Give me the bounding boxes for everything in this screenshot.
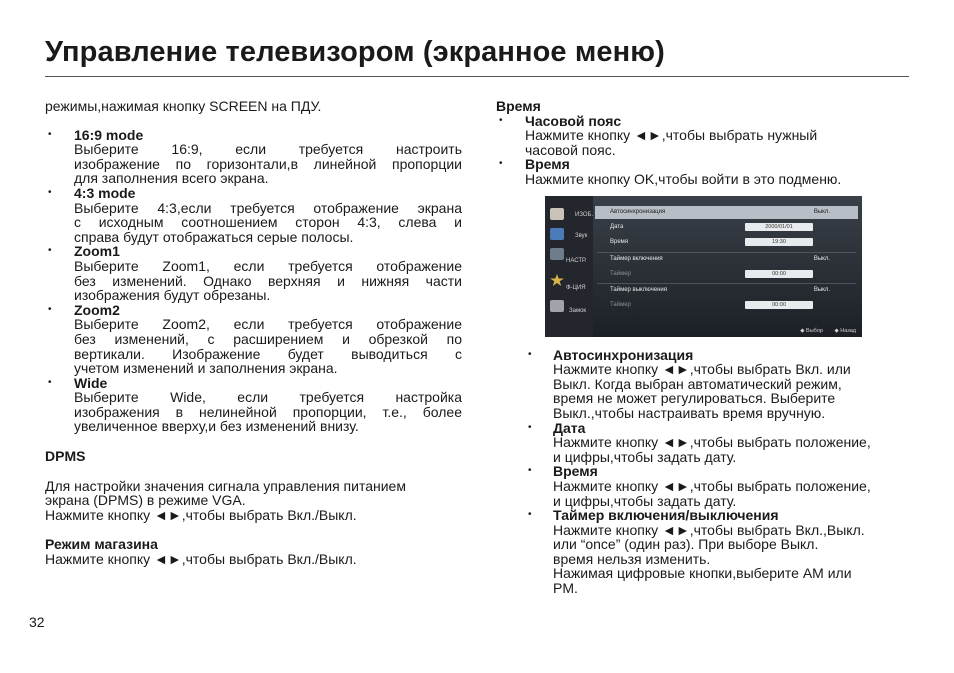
mode-name: • Wide bbox=[74, 374, 108, 391]
menu-row-value: Выкл. bbox=[813, 287, 830, 293]
tv-menu-screenshot bbox=[545, 196, 862, 337]
item-text-line: Нажмите кнопку OK,чтобы войти в это подменю. bbox=[525, 170, 842, 187]
menu-footer bbox=[790, 328, 856, 334]
item-text-line: и цифры,чтобы задать дату. bbox=[553, 492, 737, 509]
date-item bbox=[496, 421, 914, 465]
item-text-line: Нажмите кнопку ◄►,чтобы выбрать нужный bbox=[525, 127, 818, 144]
item-name: • Дата bbox=[553, 419, 586, 436]
item-text-line: часовой пояс. bbox=[525, 141, 616, 158]
mode-text-line: для заполнения всего экрана. bbox=[74, 170, 269, 187]
footer-select-hint: ◆ Выбор bbox=[800, 328, 823, 334]
item-text-line: время не может регулироваться. Выберите bbox=[553, 390, 836, 407]
menu-row-label: Время bbox=[610, 239, 629, 245]
shop-mode-text: Нажмите кнопку ◄►,чтобы выбрать Вкл./Выкл. bbox=[45, 551, 357, 568]
menu-row-box: 19:30 bbox=[745, 238, 813, 246]
menu-row-box: 00:00 bbox=[745, 301, 813, 309]
menu-row-autosync bbox=[595, 206, 858, 219]
footer-back-hint: ◆ Назад bbox=[834, 328, 856, 334]
item-name: • Время bbox=[525, 156, 570, 173]
menu-row-label: Таймер выключения bbox=[610, 287, 667, 293]
item-text-line: Нажмите кнопку ◄►,чтобы выбрать положение, bbox=[553, 477, 871, 494]
mode-name: • Zoom2 bbox=[74, 301, 120, 318]
settings-icon bbox=[550, 248, 564, 260]
page-number: 32 bbox=[29, 614, 45, 630]
mode-zoom2 bbox=[45, 303, 462, 376]
item-name: • Часовой пояс bbox=[525, 112, 622, 129]
menu-row-box: 00:00 bbox=[745, 270, 813, 278]
title-divider bbox=[45, 76, 909, 77]
mode-text-line: Выберите 16:9, если требуется настроить bbox=[74, 141, 462, 158]
item-text-line: время нельзя изменить. bbox=[553, 550, 711, 567]
item-text-line: и цифры,чтобы задать дату. bbox=[553, 448, 737, 465]
timer-item bbox=[496, 508, 914, 596]
mode-name: • 4:3 mode bbox=[74, 184, 136, 201]
mode-4-3 bbox=[45, 186, 462, 244]
menu-row-date bbox=[595, 221, 858, 234]
menu-row-box: 2000/01/01 bbox=[745, 223, 813, 231]
mode-text-line: без изменений, с расширением и обрезкой по bbox=[74, 330, 462, 347]
item-text-line: или “once” (один раз). При выборе Выкл. bbox=[553, 536, 819, 553]
dpms-text-line: экрана (DPMS) в режиме VGA. bbox=[45, 492, 246, 509]
mode-text-line: учетом изменений и заполнения экрана. bbox=[74, 360, 338, 377]
menu-row-label: Таймер включения bbox=[610, 256, 663, 262]
menu-row-off-timer-value bbox=[595, 299, 858, 312]
mode-text-line: изображения в нелинейной пропорции, т.е., более bbox=[74, 403, 462, 420]
mode-text-line: без изменений. Однако верхняя и нижняя части bbox=[74, 272, 462, 289]
menu-row-value: Выкл. bbox=[813, 209, 830, 215]
item-text-line: Выкл. Когда выбран автоматический режим, bbox=[553, 375, 842, 392]
menu-row-value: Выкл. bbox=[813, 256, 830, 262]
time-heading: Время bbox=[496, 98, 541, 114]
menu-row-label: Таймер bbox=[610, 271, 631, 277]
mode-text-line: справа будут отображаться серые полосы. bbox=[74, 228, 354, 245]
intro-text: режимы,нажимая кнопку SCREEN на ПДУ. bbox=[45, 98, 322, 114]
item-text-line: Нажмите кнопку ◄►,чтобы выбрать Вкл.,Выкл. bbox=[553, 521, 865, 538]
left-column bbox=[45, 99, 462, 567]
mode-wide bbox=[45, 376, 462, 434]
item-text-line: PM. bbox=[553, 580, 578, 597]
mode-text-line: Выберите 4:3,если требуется отображение экрана bbox=[74, 199, 462, 216]
mode-text-line: Выберите Zoom1, если требуется отображение bbox=[74, 257, 462, 274]
item-text-line: Выкл.,чтобы настраивать время вручную. bbox=[553, 404, 826, 421]
shop-mode-heading: Режим магазина bbox=[45, 536, 158, 553]
menu-row-label: Таймер bbox=[610, 302, 631, 308]
menu-side-label: Ф-ЦИЯ bbox=[566, 285, 586, 291]
menu-side-label: Замок bbox=[569, 308, 587, 314]
dpms-text-line: Нажмите кнопку ◄►,чтобы выбрать Вкл./Выкл. bbox=[45, 506, 357, 523]
item-text-line: Нажмите кнопку ◄►,чтобы выбрать Вкл. или bbox=[553, 361, 851, 378]
item-name: • Время bbox=[553, 463, 598, 480]
mode-name: • Zoom1 bbox=[74, 243, 120, 260]
mode-text-line: изображение по горизонтали,в линейной пропорции bbox=[74, 155, 462, 172]
menu-row-time bbox=[595, 236, 858, 249]
lock-icon bbox=[550, 300, 564, 312]
menu-row-label: Автосинхронизация bbox=[610, 209, 666, 215]
mode-text-line: Выберите Zoom2, если требуется отображение bbox=[74, 316, 462, 333]
menu-side-label: Звук bbox=[575, 233, 588, 239]
picture-icon bbox=[550, 208, 564, 220]
page-title: Управление телевизором (экранное меню) bbox=[45, 36, 665, 68]
menu-row-off-timer bbox=[595, 284, 858, 297]
right-column bbox=[496, 99, 914, 596]
menu-side-label: ИЗОБ. bbox=[575, 212, 594, 218]
item-name: • Таймер включения/выключения bbox=[553, 507, 779, 524]
item-name: • Автосинхронизация bbox=[553, 346, 694, 363]
menu-sidebar bbox=[545, 196, 593, 337]
mode-text-line: увеличенное вверху,и без изменений внизу. bbox=[74, 418, 359, 435]
mode-text-line: Выберите Wide, если требуется настройка bbox=[74, 389, 462, 406]
menu-side-label: НАСТР. bbox=[566, 258, 587, 264]
autosync-item bbox=[496, 348, 914, 421]
dpms-heading: DPMS bbox=[45, 448, 86, 465]
sound-icon bbox=[550, 228, 564, 240]
clock-item bbox=[496, 464, 914, 508]
item-text-line: Нажимая цифровые кнопки,выберите AM или bbox=[553, 565, 852, 582]
mode-text-line: изображения будут обрезаны. bbox=[74, 287, 271, 304]
mode-text-line: вертикали. Изображение будет выводиться с bbox=[74, 345, 462, 362]
timezone-item bbox=[496, 114, 914, 158]
menu-row-on-timer-value bbox=[595, 268, 858, 281]
mode-16-9 bbox=[45, 128, 462, 186]
time-item bbox=[496, 157, 914, 186]
mode-text-line: с исходным соотношением сторон 4:3, слева и bbox=[74, 214, 462, 231]
menu-row-on-timer bbox=[595, 253, 858, 266]
mode-name: • 16:9 mode bbox=[74, 126, 144, 143]
menu-row-label: Дата bbox=[610, 224, 624, 230]
star-icon bbox=[550, 274, 564, 286]
dpms-text-line: Для настройки значения сигнала управления питанием bbox=[45, 477, 406, 494]
item-text-line: Нажмите кнопку ◄►,чтобы выбрать положение, bbox=[553, 434, 871, 451]
mode-zoom1 bbox=[45, 244, 462, 302]
